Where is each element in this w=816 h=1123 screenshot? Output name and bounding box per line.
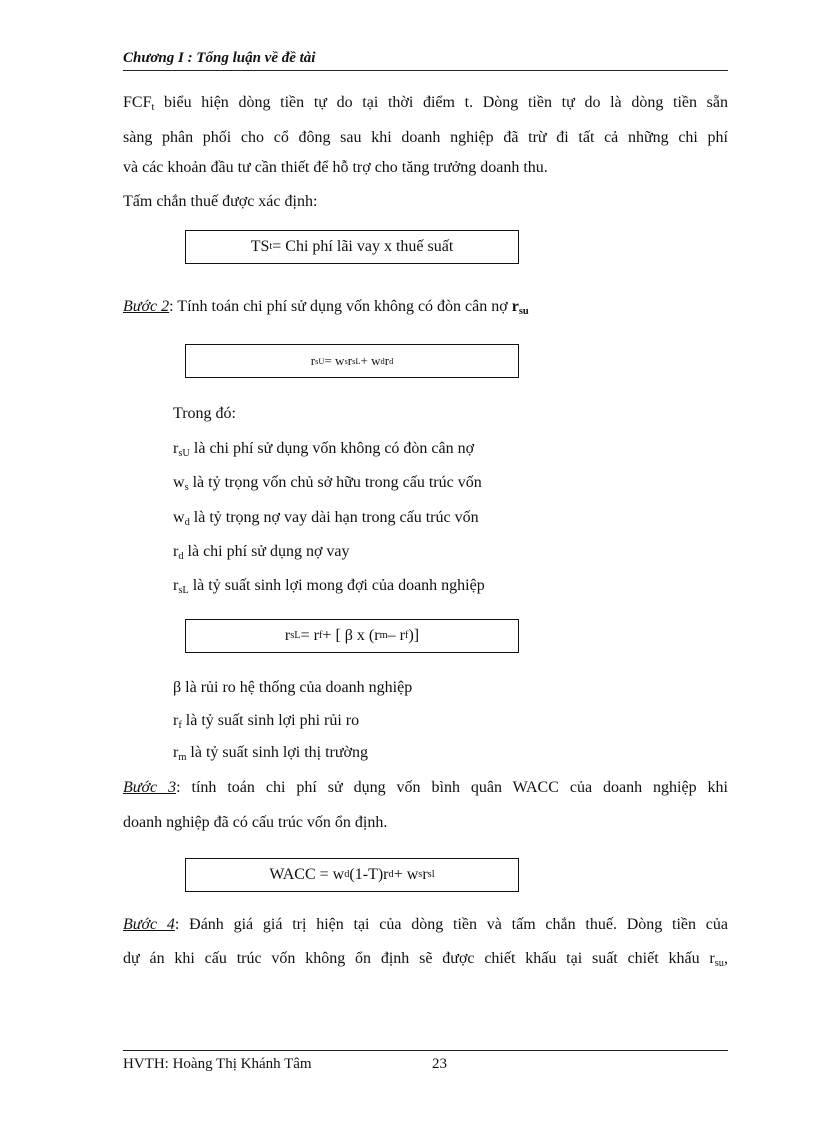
footer-author: HVTH: Hoàng Thị Khánh Tâm	[123, 1056, 312, 1072]
footer-rule	[123, 1050, 728, 1051]
page-header-title: Chương I : Tổng luận về đề tài	[123, 50, 316, 66]
formula-unlevered-cost: r sU = w s r sL + w d r d	[185, 344, 519, 378]
definition-ws: $w_s$ là tỷ trọng vốn chủ sở hữu trong cấu trúc vốn	[173, 474, 482, 493]
formula-capm: r sL = r f + [ β x (r m – r f )]	[185, 619, 519, 653]
definition-rm: $r_m$ là tỷ suất sinh lợi thị trường	[173, 744, 369, 763]
definition-rsl: $r_{sL}$ là tỷ suất sinh lợi mong đợi của doanh nghiệp	[173, 577, 485, 596]
page-number: 23	[432, 1056, 447, 1072]
para1-line1: $FCF_t$ biểu hiện dòng tiền tự do tại thời điểm t. Dòng tiền tự do là dòng tiền sẵn	[123, 94, 728, 113]
definition-rsu: $r_{sU}$ là chi phí sử dụng vốn không có đòn cân nợ	[173, 440, 475, 459]
para1-line4: Tấm chắn thuế được xác định:	[123, 193, 318, 210]
step3-heading: Bước 3: tính toán chi phí sử dụng vốn bình quân WACC của doanh nghiệp khi	[123, 779, 728, 796]
step3-line2: doanh nghiệp đã có cấu trúc vốn ổn định.	[123, 814, 388, 831]
formula-wacc: WACC = w d (1-T)r d + w s r sl	[185, 858, 519, 892]
para1-line2: sàng phân phối cho cổ đông sau khi doanh nghiệp đã trừ đi tất cả những chi phí	[123, 129, 728, 146]
definition-rf: $r_f$ là tỷ suất sinh lợi phi rủi ro	[173, 712, 360, 731]
step4-line2: dự án khi cấu trúc vốn không ổn định sẽ được chiết khấu tại suất chiết khấu $r_{su}$,	[123, 950, 728, 969]
step4-heading: Bước 4: Đánh giá giá trị hiện tại của dòng tiền và tấm chắn thuế. Dòng tiền của	[123, 916, 729, 933]
step2-heading: Bước 2: Tính toán chi phí sử dụng vốn không có đòn cân nợ $r_{su}$	[123, 298, 529, 317]
header-rule	[123, 70, 728, 71]
formula-tax-shield: TS t = Chi phí lãi vay x thuế suất	[185, 230, 519, 264]
para1-line3: và các khoản đầu tư cần thiết để hỗ trợ cho tăng trưởng doanh thu.	[123, 159, 548, 176]
definition-wd: $w_d$ là tỷ trọng nợ vay dài hạn trong cấu trúc vốn	[173, 509, 479, 528]
definitions-intro: Trong đó:	[173, 405, 236, 422]
definition-rd: $r_d$ là chi phí sử dụng nợ vay	[173, 543, 350, 562]
definition-beta: β là rủi ro hệ thống của doanh nghiệp	[173, 679, 413, 696]
